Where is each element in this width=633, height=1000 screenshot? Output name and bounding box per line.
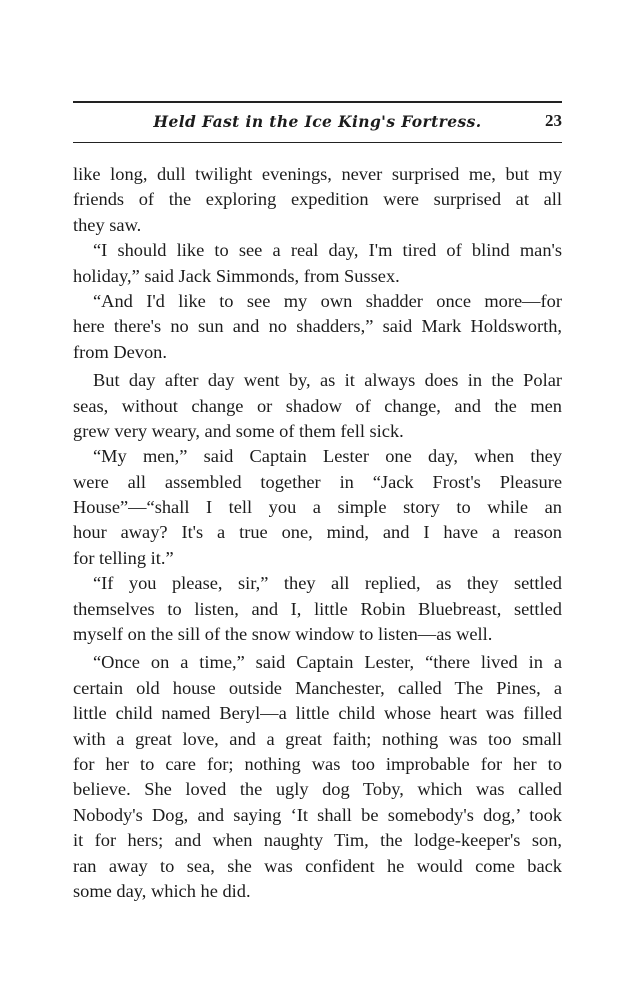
- text-line: ran away to sea, she was confident he would come back: [73, 855, 562, 876]
- text-line: little child named Beryl—a little child whose heart was filled: [73, 703, 562, 724]
- text-line: they saw.: [73, 214, 142, 235]
- text-line: House”—“shall I tell you a simple story to while an: [73, 497, 562, 518]
- text-line: believe. She loved the ugly dog Toby, which was called: [73, 779, 562, 800]
- text-line: some day, which he did.: [73, 880, 251, 901]
- text-line: here there's no sun and no shadders,” said Mark Holdsworth,: [73, 316, 562, 337]
- text-line: like long, dull twilight evenings, never surprised me, but my: [73, 164, 562, 184]
- text-line: seas, without change or shadow of change, and the men: [73, 395, 562, 416]
- text-line: themselves to listen, and I, little Robin Bluebreast, settled: [73, 598, 562, 619]
- text-line: Nobody's Dog, and saying ‘It shall be somebody's dog,’ took: [73, 804, 562, 825]
- text-line: “Once on a time,” said Captain Lester, “there lived in a: [93, 652, 562, 673]
- text-line: from Devon.: [73, 341, 167, 362]
- text-line: for telling it.”: [73, 547, 174, 568]
- page-number: 23: [545, 111, 562, 130]
- page-header: [73, 110, 562, 134]
- header-top-rule: [73, 101, 562, 103]
- body-text: [73, 162, 562, 904]
- text-line: “My men,” said Captain Lester one day, when they: [93, 446, 562, 467]
- text-line: “If you please, sir,” they all replied, as they settled: [93, 573, 562, 594]
- text-line: But day after day went by, as it always does in the Polar: [93, 370, 562, 391]
- text-line: “I should like to see a real day, I'm tired of blind man's: [93, 240, 562, 261]
- text-line: friends of the exploring expedition were surprised at all: [73, 189, 562, 210]
- header-bottom-rule: [73, 142, 562, 143]
- text-line: “And I'd like to see my own shadder once more—for: [93, 290, 562, 311]
- text-line: certain old house outside Manchester, called The Pines, a: [73, 677, 562, 698]
- text-line: it for hers; and when naughty Tim, the lodge-keeper's son,: [73, 830, 562, 851]
- text-line: grew very weary, and some of them fell sick.: [73, 420, 404, 441]
- text-line: with a great love, and a great faith; nothing was too small: [73, 728, 562, 749]
- text-line: for her to care for; nothing was too improbable for her to: [73, 753, 562, 774]
- text-line: holiday,” said Jack Simmonds, from Sussex.: [73, 265, 400, 286]
- text-line: hour away? It's a true one, mind, and I have a reason: [73, 522, 562, 543]
- text-line: were all assembled together in “Jack Frost's Pleasure: [73, 471, 562, 492]
- text-line: myself on the sill of the snow window to listen—as well.: [73, 624, 493, 645]
- running-title: Held Fast in the Ice King's Fortress.: [153, 112, 482, 131]
